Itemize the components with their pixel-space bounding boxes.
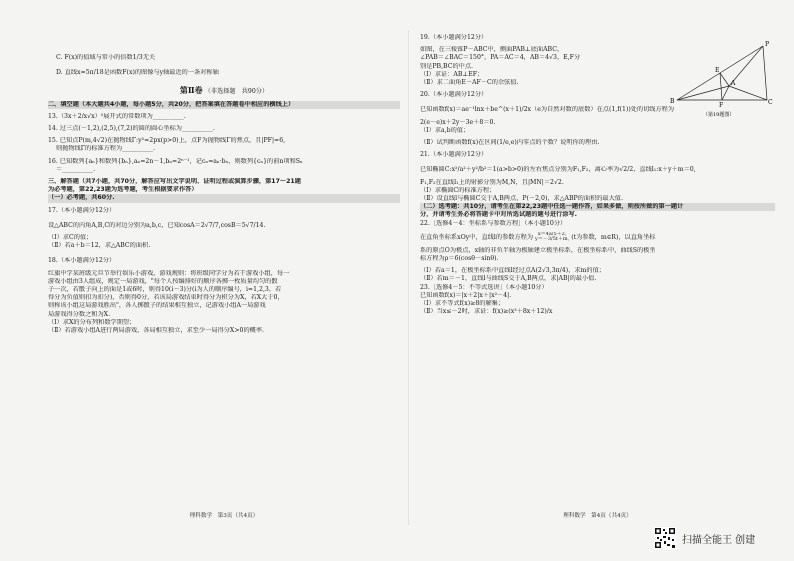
elective-heading-2: 分，并请考生务必将答题卡中对所选试题的题号进行涂写. bbox=[420, 211, 578, 219]
question-19-line3: 别是PB,BC的中点. bbox=[420, 62, 473, 70]
question-19-title: 19.（本小题满分12分） bbox=[420, 34, 488, 41]
question-18-line6: 局游戏得分数之和为X. bbox=[48, 310, 111, 318]
question-20-line2: 2(e－e)x＋2y－3e＋8＝0. bbox=[420, 118, 496, 126]
parametric-y: y＝－3/5t＋m, bbox=[535, 236, 570, 243]
question-16-answer: ＝__________. bbox=[56, 165, 96, 173]
segment-ea bbox=[720, 73, 729, 86]
label-c: C bbox=[768, 99, 773, 106]
question-17-title: 17.（本小题满分12分） bbox=[48, 206, 116, 214]
right-page-footer: 理科数学 第4页（共4页） bbox=[563, 513, 632, 519]
question-22-line2: 系的原点O为极点，x轴的非负半轴为极轴建立极坐标系，在极坐标系中，曲线S的极坐 bbox=[420, 246, 656, 254]
option-d: D. 直线x=5π/18是函数F(x)的图像与y轴最近的一条对称轴 bbox=[56, 69, 219, 77]
option-c: C. F(x)的值域与常小的倍数1/3无关 bbox=[56, 54, 156, 61]
page-divider bbox=[408, 30, 409, 525]
question-18-line1: 红旗中学某班级元旦节举行娱乐小游戏，游戏规则：将班级同学分为若干游戏小组，每一 bbox=[48, 269, 290, 277]
part2-subtitle: （非选择题 共90分） bbox=[204, 88, 269, 96]
question-18-title: 18.（本小题满分12分） bbox=[48, 257, 116, 265]
question-14: 14. 过三点(－1,2),(2,5),(7,2)的圆的圆心坐标为__________. bbox=[48, 125, 215, 133]
question-22-lead-tail: (t为参数，m∈R)，以直角坐标 bbox=[571, 233, 656, 241]
question-22-part1: （Ⅰ）若a＝1，在极坐标系中直线l经过点A(2√3,3π/4)，求m的值； bbox=[420, 267, 605, 275]
question-22-part2: （Ⅱ）若m＝－1，直线l与曲线S交于A,B两点，求|AB|的最小值. bbox=[420, 275, 597, 283]
scanner-watermark bbox=[654, 526, 755, 550]
question-23-part2: （Ⅱ）当x≤－2时，求证：f(x)≥(x²＋8x＋12)/x bbox=[420, 308, 553, 316]
question-22-line3: 标方程为ρ＝6(cosθ－sinθ). bbox=[420, 255, 499, 263]
question-20-line1: 已知函数f(x)＝ae⁻¹lnx＋be^(x＋1)/2x（e为自然对数的底数）在点(1,f(1))处的切线方程为 bbox=[420, 106, 675, 114]
label-a: A bbox=[731, 80, 736, 87]
question-21-part1: （Ⅰ）求椭圆C的标准方程； bbox=[420, 186, 496, 194]
question-17-part2: （Ⅱ）若a＋b＝12，求△ABC的面积. bbox=[48, 242, 151, 250]
question-21-title: 21.（本小题满分12分） bbox=[420, 151, 488, 159]
question-20-title: 20.（本小题满分12分） bbox=[420, 91, 488, 99]
elective-heading: （二）选考题：共10分，请考生在第22,23题中任选一题作答，如果多做，则按所做的第一题计 bbox=[420, 203, 775, 211]
question-18-line2: 游戏小组由3人组成，规定一局游戏，"每个人按编排好的顺序各掷一枚质量均匀的骰 bbox=[48, 277, 278, 285]
question-18-part2: （Ⅱ）若游戏小组A进行两局游戏，各局相互独立，求至少一局得分X>0的概率. bbox=[48, 327, 264, 335]
question-22-line1 bbox=[420, 232, 775, 243]
fill-blank-section-heading: 二、填空题（本大题共4小题，每小题5分，共20分，把答案填在答题卷中相应的横线上） bbox=[48, 101, 400, 109]
segment-ef bbox=[720, 73, 722, 100]
question-18-line3: 子一次，若骰子向上的面是1或6时，则得10(i－3)分(i为人的顺序编号，i=1,2,3，若 bbox=[48, 286, 282, 294]
figure-caption: （第19题图） bbox=[703, 112, 735, 118]
label-b: B bbox=[670, 98, 675, 105]
question-18-part1: （Ⅰ）求X的分布列和数学期望； bbox=[48, 318, 136, 326]
question-17-body: 设△ABC的内角A,B,C的对边分别为a,b,c，已知cosA＝2√7/7,cosB＝5√7/14. bbox=[48, 221, 266, 229]
qr-code-icon bbox=[654, 527, 676, 549]
question-13: 13.（3x＋2/x√x）⁵展开式的常数项为__________. bbox=[48, 112, 186, 120]
question-15-line2: 则抛物线Γ的标准方程为__________. bbox=[56, 145, 156, 153]
question-22-lead: 在直角坐标系xOy中，直线l的参数方程为 bbox=[420, 233, 534, 241]
edge-pc bbox=[763, 46, 767, 100]
question-20-part2: （Ⅱ）试判断函数f(x)在区间(1/e,e)内零点的个数？说明你的理由. bbox=[420, 139, 600, 147]
question-20-part1: （Ⅰ）求a,b的值； bbox=[420, 126, 470, 134]
edge-ac bbox=[729, 86, 767, 100]
question-22-title: 22.［选修4－4：坐标系与参数方程］（本小题10分） bbox=[420, 219, 567, 227]
right-page bbox=[420, 34, 775, 522]
question-19-line1: 如图，在三棱锥P－ABC中，侧面PAB⊥底面ABC， bbox=[420, 46, 564, 54]
question-23-title: 23.［选修4－5：不等式选讲］（本小题10分） bbox=[420, 283, 548, 291]
parametric-x: x＝4a/5＋2, bbox=[537, 231, 567, 237]
part2-heading bbox=[48, 84, 400, 96]
label-f: F bbox=[719, 102, 724, 109]
question-18-line4: 得分为负值则扣为扣分)，否则得0分，若该局游戏结束时得分为积分为X，若X大于0， bbox=[48, 294, 284, 302]
answer-section-heading: 三、解答题（共7小题，共70分，解答应写出文字说明、证明过程或演算步骤，第17～21题 bbox=[48, 178, 301, 186]
parametric-system bbox=[535, 232, 569, 243]
question-16: 16. 已知数列{aₙ}和数列{bₙ},aₙ=2n－1,bₙ=2ⁿ⁻¹，记cₙ=aₙ·bₙ，则数列{cₙ}的前n项和Sₙ bbox=[48, 157, 303, 165]
part2-title: 第Ⅱ卷 bbox=[179, 85, 203, 96]
question-21-line1: 已知椭圆C:x²/a²＋y²/b²＝1(a>b>0)的左右焦点分别为F₁,F₂，离心率为√2/2，直线l₁:x＋y＋m＝0, bbox=[420, 166, 696, 174]
question-15-line1: 15. 已知点P(m,4√2)在抛物线Γ:y²=2px(p>0)上，点F为抛物线Γ的焦点，且|PF|=6, bbox=[48, 137, 286, 145]
label-p: P bbox=[765, 41, 770, 48]
answer-section-heading-2: 为必考题，第22,23题为选考题，考生根据要求作答） bbox=[48, 186, 198, 194]
question-19-part2: （Ⅱ）求二面角E－AF－C的余弦值. bbox=[420, 79, 519, 87]
question-19-line2: ∠PAB＝∠BAC＝150°，PA＝AC＝4，AB＝4√3，E,F分 bbox=[420, 54, 581, 62]
question-23-line1: 已知函数f(x)＝|x＋2|x＋|x²－4|. bbox=[420, 291, 512, 299]
watermark-text: 扫描全能王 创建 bbox=[682, 534, 756, 546]
question-21-line2: F₁,F₂在直线l₁上的射影分别为M,N，且|MN|＝2√2. bbox=[420, 178, 564, 186]
segment-af bbox=[722, 86, 729, 100]
required-questions-heading: （一）必考题，共60分. bbox=[48, 194, 400, 202]
question-23-part1: （Ⅰ）求不等式f(x)≥8的解集； bbox=[420, 300, 505, 308]
left-page-footer: 理科数学 第3页（共4页） bbox=[189, 513, 259, 519]
left-page bbox=[48, 34, 400, 522]
question-17-part1: （Ⅰ）求C的值； bbox=[48, 234, 93, 242]
question-19-part1: （Ⅰ）求证：AB⊥EF； bbox=[420, 70, 484, 78]
triangle-pyramid-figure bbox=[669, 40, 775, 126]
label-e: E bbox=[715, 67, 720, 74]
question-18-line5: 则称该小组这局游戏胜出"，各人掷骰子的结果相互独立，记游戏小组A一局游戏 bbox=[48, 302, 266, 310]
question-21-part2: （Ⅱ）设直线l与椭圆C交于A,B两点，P(－2,0)，求△ABP的面积的最大值. bbox=[420, 195, 623, 203]
